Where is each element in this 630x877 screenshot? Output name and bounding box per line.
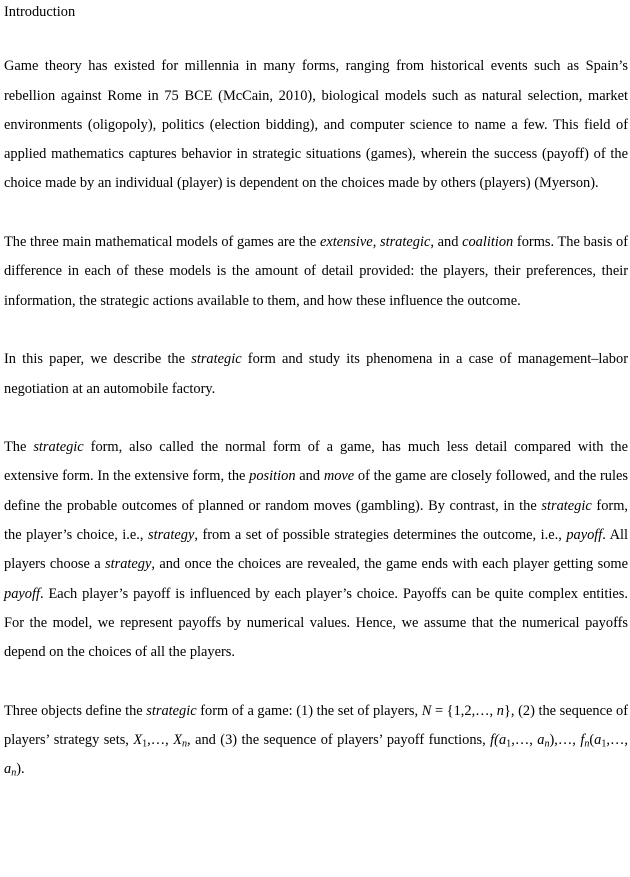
text-run: = {1,2,…,: [431, 702, 497, 719]
italic-text: extensive: [319, 234, 373, 251]
italic-text: position: [249, 468, 296, 485]
italic-text: n: [584, 738, 590, 750]
italic-text: n: [11, 767, 17, 779]
text-run: of the game are closely followed, and the rules define the probable outcomes of planned or random moves (gambling). By contrast, in the: [4, 468, 628, 514]
italic-text: a: [537, 732, 545, 749]
text-run: Three objects define the: [4, 702, 147, 719]
text-run: The three main mathematical models of games are the: [4, 234, 320, 251]
text-run: ,…,: [511, 732, 538, 749]
italic-text: strategy: [105, 556, 152, 573]
italic-text: X: [133, 732, 143, 749]
text-run: , and once the choices are revealed, the game ends with each player getting some: [151, 556, 628, 573]
paragraph-4: [4, 433, 628, 667]
paragraph-1: [4, 52, 628, 198]
text-run: Game theory has existed for millennia in many forms, ranging from historical events such as Spain’s rebellion against Rome in 75 BCE (McCain, 2010), biological models such as natural selection, market environments (oligopoly), politics (election bidding), and computer science to name a few. This field of applied mathematics captures behavior in strategic situations (games), wherein the success (payoff) of the choice made by an individual (player) is dependent on the choices made by others (players) (Myerson).: [4, 58, 628, 192]
italic-text: coalition: [462, 234, 514, 251]
text-run: . All players choose a: [4, 527, 628, 573]
italic-text: (: [494, 732, 499, 749]
document-body: [4, 52, 628, 784]
text-run: form, the player’s choice, i.e.,: [4, 497, 628, 544]
subscript-text: 1: [142, 738, 148, 750]
italic-text: n: [182, 738, 188, 750]
text-run: , from a set of possible strategies determines the outcome, i.e.,: [194, 527, 567, 544]
italic-text: strategic: [146, 702, 197, 719]
text-run: ).: [16, 761, 25, 778]
italic-text: strategic: [191, 351, 242, 368]
text-run: . Each player’s payoff is influenced by each player’s choice. Payoffs can be quite complex entities. For the model, we represent payoffs by numerical values. Hence, we assume that the numerical payoffs depend on the choices of all the players.: [4, 585, 628, 661]
italic-text: strategic: [379, 234, 431, 251]
text-run: ,…,: [147, 732, 174, 749]
text-run: (: [589, 732, 595, 749]
paragraph-3: [4, 345, 628, 404]
italic-text: f: [580, 732, 585, 749]
italic-text: strategic: [33, 439, 84, 456]
text-run: form of a game: (1) the set of players,: [196, 702, 422, 719]
italic-text: a: [4, 761, 12, 778]
italic-text: strategic: [541, 497, 592, 514]
subscript-text: 1: [506, 738, 512, 750]
text-run: and: [295, 468, 324, 485]
paragraph-2: [4, 228, 628, 316]
subscript-text: 1: [601, 738, 607, 750]
paragraph-5: [4, 697, 628, 785]
text-run: In this paper, we describe the: [4, 351, 192, 368]
italic-text: payoff: [566, 527, 603, 544]
text-run: ),…,: [549, 732, 581, 749]
italic-text: move: [323, 468, 355, 485]
italic-text: n: [496, 702, 504, 719]
italic-text: N: [421, 702, 432, 719]
italic-text: n: [544, 738, 550, 750]
text-run: forms. The basis of difference in each of these models is the amount of detail provided: the players, their preferences, their information, the strategic actions available to them, and how these influence the outcome.: [4, 234, 628, 309]
text-run: , and: [430, 234, 463, 251]
text-run: , and (3) the sequence of players’ payoff functions,: [187, 732, 491, 749]
text-run: }, (2) the sequence of players’ strategy sets,: [4, 702, 628, 749]
italic-text: a: [498, 732, 507, 749]
text-run: ,: [372, 234, 380, 251]
text-run: The: [4, 439, 34, 456]
text-run: form, also called the normal form of a game, has much less detail compared with the extensive form. In the extensive form, the: [4, 439, 628, 485]
text-run: form and study its phenomena in a case of management–labor negotiation at an automobile factory.: [4, 351, 628, 397]
section-heading: Introduction: [4, 4, 76, 20]
italic-text: a: [594, 732, 602, 749]
italic-text: strategy: [147, 527, 195, 544]
italic-text: X: [173, 732, 182, 749]
italic-text: payoff: [4, 585, 40, 602]
text-run: ,…,: [606, 732, 629, 749]
italic-text: f: [490, 732, 495, 749]
